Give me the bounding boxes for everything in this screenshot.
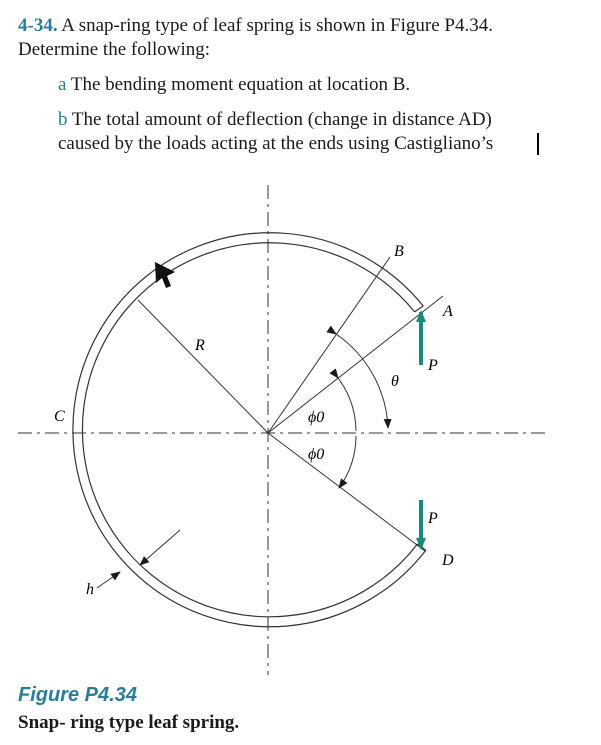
label-p-bottom: P [428, 510, 438, 527]
label-h: h [86, 581, 94, 598]
label-b: B [394, 243, 404, 260]
ring-outer-arc [73, 233, 426, 627]
label-a: A [443, 303, 453, 320]
ring-end-cap-top [415, 306, 424, 312]
part-b-line-2: caused by the loads acting at the ends using Castigliano’s [58, 133, 494, 154]
phi-arc-top [338, 378, 356, 431]
label-phi-bottom: ϕ0 [308, 446, 325, 463]
figure-caption-title: Figure P4.34 [18, 684, 137, 706]
theta-arc [336, 334, 388, 428]
phi-arc-bottom [339, 436, 356, 488]
label-theta: θ [391, 373, 399, 390]
figure-caption-subtitle: Snap- ring type leaf spring. [18, 712, 240, 733]
label-phi-top: ϕ0 [308, 409, 325, 426]
part-b-line-1: The total amount of deflection (change in distance AD) [71, 109, 492, 130]
problem-line-1: A snap-ring type of leaf spring is shown in Figure P4.34. [61, 15, 493, 36]
label-c: C [54, 408, 65, 425]
radial-line-a [268, 296, 443, 433]
label-p-top: P [428, 357, 438, 374]
problem-number: 4-34. [18, 15, 58, 36]
radial-line-b [268, 257, 390, 433]
radius-line [138, 300, 268, 433]
h-arrow-outer [97, 572, 120, 588]
label-d: D [442, 552, 454, 569]
ring-inner-arc [82, 243, 417, 617]
problem-line-2: Determine the following: [18, 39, 211, 60]
part-a-letter: a [58, 74, 67, 95]
radial-line-d [268, 433, 425, 551]
label-r: R [195, 337, 205, 354]
part-b-letter: b [58, 109, 68, 130]
part-a-text: The bending moment equation at location B. [70, 74, 411, 95]
h-arrow-inner [140, 530, 180, 565]
